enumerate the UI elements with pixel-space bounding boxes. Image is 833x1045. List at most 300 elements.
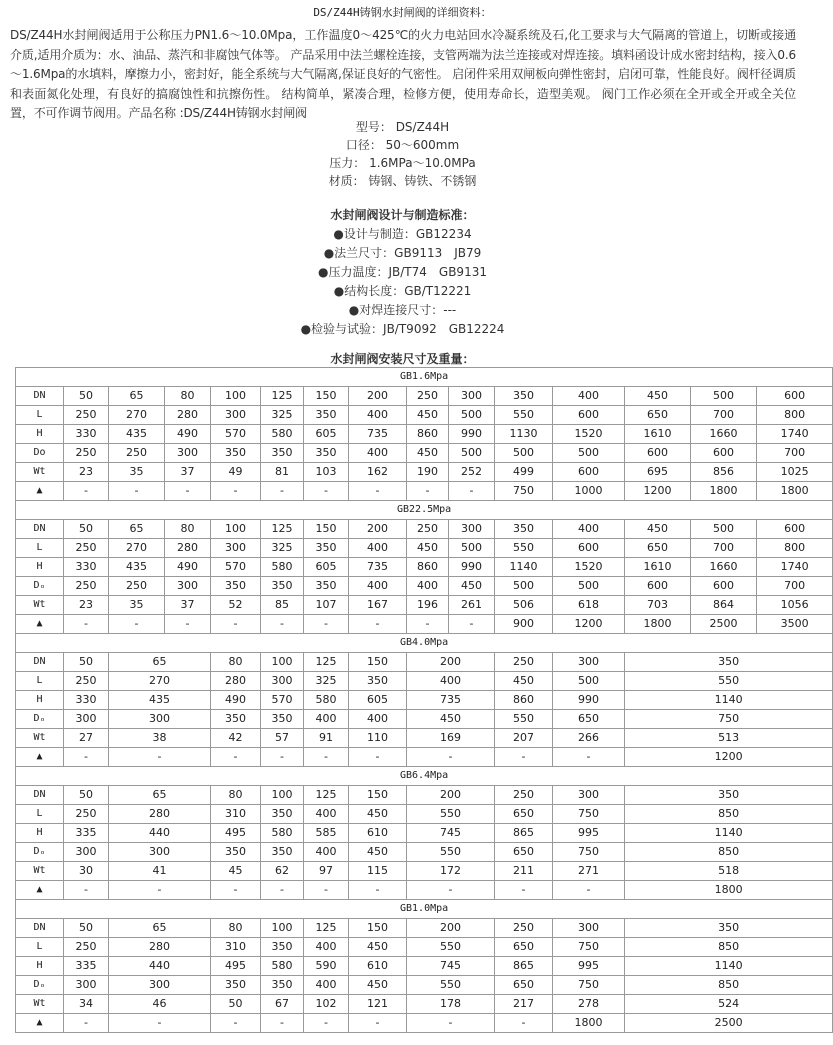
table-cell: 125 [304,653,349,672]
table-cell: 300 [553,919,625,938]
row-label: ▲ [16,615,64,634]
row-label: ▲ [16,748,64,767]
table-cell: 280 [211,672,261,691]
table-cell: 495 [211,957,261,976]
table-cell: 2500 [625,1014,833,1033]
table-cell: 513 [625,729,833,748]
table-group-header [16,900,833,919]
table-cell: 335 [64,957,109,976]
table-cell: 300 [64,976,109,995]
table-cell: 81 [261,463,304,482]
table-cell: - [349,881,407,900]
table-row [16,1014,833,1033]
table-cell: 580 [261,558,304,577]
table-cell: - [165,615,211,634]
table-row [16,805,833,824]
table-cell: 350 [261,577,304,596]
table-cell: 650 [495,976,553,995]
table-cell: 335 [64,824,109,843]
table-cell: 550 [495,710,553,729]
table-cell: 995 [553,957,625,976]
table-cell: 100 [261,653,304,672]
table-cell: 1660 [691,425,757,444]
table-cell: 125 [304,786,349,805]
table-cell: 745 [407,824,495,843]
table-row [16,824,833,843]
table-cell: 23 [64,596,109,615]
table-cell: 1200 [625,482,691,501]
table-cell: 50 [64,520,109,539]
table-row [16,482,833,501]
table-cell: 400 [349,577,407,596]
table-row [16,919,833,938]
table-cell: 65 [109,919,211,938]
table-cell: 325 [304,672,349,691]
table-cell: 85 [261,596,304,615]
table-cell: 550 [495,539,553,558]
table-cell: - [349,1014,407,1033]
table-cell: 250 [495,919,553,938]
table-cell: 65 [109,520,165,539]
table-cell: 1610 [625,558,691,577]
table-cell: 800 [757,539,833,558]
table-cell: - [261,1014,304,1033]
table-cell: 500 [449,444,495,463]
table-group-header [16,634,833,653]
table-cell: 261 [449,596,495,615]
table-cell: 350 [211,843,261,862]
table-cell: 650 [625,406,691,425]
table-cell: 800 [757,406,833,425]
table-cell: 300 [211,406,261,425]
table-cell: 550 [407,843,495,862]
table-cell: 580 [261,957,304,976]
table-cell: 250 [64,539,109,558]
table-cell: 52 [211,596,261,615]
table-cell: 80 [165,387,211,406]
table-row [16,577,833,596]
table-cell: 35 [109,463,165,482]
table-cell: 550 [407,805,495,824]
table-cell: 115 [349,862,407,881]
table-cell: 400 [407,577,449,596]
table-cell: 250 [109,444,165,463]
row-label: H [16,957,64,976]
table-cell: 750 [553,976,625,995]
table-cell: 650 [495,843,553,862]
table-row [16,843,833,862]
table-cell: 500 [449,406,495,425]
row-label: Dₒ [16,710,64,729]
row-label: Wt [16,995,64,1014]
row-label: Dₒ [16,976,64,995]
table-cell: - [304,1014,349,1033]
table-cell: 700 [691,539,757,558]
table-cell: 490 [211,691,261,710]
standard-pressure-temp: ●压力温度：JB/T74 GB9131 [318,265,487,279]
table-cell: 400 [407,672,495,691]
row-label: L [16,539,64,558]
table-cell: - [211,1014,261,1033]
table-cell: 50 [64,919,109,938]
table-cell: 400 [304,843,349,862]
table-cell: 1740 [757,425,833,444]
table-cell: 450 [349,843,407,862]
table-cell: 271 [553,862,625,881]
table-cell: 1800 [625,615,691,634]
table-cell: 650 [553,710,625,729]
standards-heading: 水封闸阀设计与制造标准： [330,208,475,222]
table-cell: 435 [109,425,165,444]
table-cell: 600 [757,387,833,406]
table-cell: 1056 [757,596,833,615]
table-cell: - [64,1014,109,1033]
table-cell: 1520 [553,558,625,577]
table-cell: 1800 [757,482,833,501]
table-cell: 125 [261,387,304,406]
table-cell: 350 [211,444,261,463]
table-cell: 1025 [757,463,833,482]
table-cell: 745 [407,957,495,976]
table-cell: 280 [109,805,211,824]
table-cell: 650 [495,805,553,824]
table-cell: 990 [449,558,495,577]
table-cell: 103 [304,463,349,482]
table-cell: 600 [757,520,833,539]
table-cell: 860 [407,425,449,444]
table-cell: 300 [553,786,625,805]
table-cell: - [553,748,625,767]
table-cell: 750 [553,843,625,862]
table-cell: - [349,615,407,634]
table-cell: 300 [449,520,495,539]
table-cell: 700 [691,406,757,425]
dimension-table [15,367,833,1033]
table-cell: 750 [625,710,833,729]
table-cell: 200 [349,520,407,539]
table-cell: 600 [553,539,625,558]
table-cell: 350 [261,805,304,824]
table-cell: 990 [553,691,625,710]
table-group-header [16,501,833,520]
table-cell: 600 [553,406,625,425]
table-cell: 80 [211,653,261,672]
table-cell: 46 [109,995,211,1014]
table-cell: 400 [349,710,407,729]
table-cell: 169 [407,729,495,748]
table-cell: 860 [495,691,553,710]
row-label: Wt [16,463,64,482]
table-cell: 750 [553,805,625,824]
table-cell: 618 [553,596,625,615]
table-cell: 80 [165,520,211,539]
row-label: H [16,425,64,444]
table-cell: 107 [304,596,349,615]
table-cell: 200 [407,653,495,672]
table-cell: 125 [261,520,304,539]
table-cell: 280 [165,406,211,425]
table-cell: 57 [261,729,304,748]
table-cell: 65 [109,786,211,805]
table-cell: 325 [261,539,304,558]
table-cell: 100 [261,786,304,805]
standard-design: ●设计与制造：GB12234 [333,227,472,241]
row-label: Wt [16,729,64,748]
table-cell: 570 [211,558,261,577]
table-cell: 850 [625,938,833,957]
table-row [16,881,833,900]
table-cell: 700 [757,444,833,463]
table-cell: 250 [495,653,553,672]
standard-flange: ●法兰尺寸：GB9113 JB79 [323,246,482,260]
table-cell: 350 [261,843,304,862]
table-cell: 865 [495,824,553,843]
table-cell: 270 [109,539,165,558]
table-cell: - [64,482,109,501]
table-row [16,444,833,463]
table-cell: 162 [349,463,407,482]
table-cell: 270 [109,406,165,425]
table-cell: 2500 [691,615,757,634]
table-cell: 995 [553,824,625,843]
table-cell: 252 [449,463,495,482]
table-row [16,748,833,767]
row-label: DN [16,520,64,539]
table-group-header [16,767,833,786]
table-cell: 266 [553,729,625,748]
table-cell: 400 [304,710,349,729]
group-name: GB1.0Mpa [16,900,833,919]
table-cell: 300 [109,976,211,995]
table-cell: 37 [165,463,211,482]
table-cell: 865 [495,957,553,976]
row-label: DN [16,919,64,938]
table-cell: 400 [349,444,407,463]
table-cell: 600 [625,444,691,463]
table-cell: - [261,615,304,634]
table-cell: 1520 [553,425,625,444]
table-cell: 190 [407,463,449,482]
table-cell: - [211,748,261,767]
table-cell: 703 [625,596,691,615]
row-label: ▲ [16,1014,64,1033]
table-cell: 50 [64,387,109,406]
table-cell: 610 [349,957,407,976]
row-label: L [16,672,64,691]
table-cell: 250 [109,577,165,596]
table-cell: 65 [109,387,165,406]
table-cell: 50 [64,786,109,805]
group-name: GB1.6Mpa [16,368,833,387]
table-row [16,786,833,805]
row-label: L [16,406,64,425]
row-label: L [16,805,64,824]
table-cell: 440 [109,824,211,843]
table-cell: 121 [349,995,407,1014]
table-cell: 350 [349,672,407,691]
table-heading: 水封闸阀安装尺寸及重量： [330,352,475,366]
table-cell: 110 [349,729,407,748]
table-row [16,729,833,748]
table-cell: - [109,1014,211,1033]
table-cell: 450 [449,577,495,596]
table-cell: 350 [211,976,261,995]
table-cell: - [109,748,211,767]
table-cell: 450 [349,976,407,995]
row-label: Dₒ [16,577,64,596]
table-cell: 350 [625,653,833,672]
table-cell: 350 [304,406,349,425]
table-cell: 250 [64,938,109,957]
table-cell: 65 [109,653,211,672]
table-cell: - [407,615,449,634]
table-cell: 350 [495,387,553,406]
table-cell: 860 [407,558,449,577]
table-cell: 150 [349,653,407,672]
table-cell: 400 [304,938,349,957]
table-cell: 350 [211,710,261,729]
table-row [16,425,833,444]
table-cell: 23 [64,463,109,482]
table-cell: - [211,881,261,900]
table-cell: 100 [211,520,261,539]
table-cell: 350 [625,919,833,938]
table-cell: 310 [211,938,261,957]
row-label: DN [16,653,64,672]
table-cell: 102 [304,995,349,1014]
table-cell: - [407,1014,495,1033]
table-cell: 350 [304,444,349,463]
table-cell: 300 [109,843,211,862]
table-cell: 490 [165,558,211,577]
table-cell: - [165,482,211,501]
intro-paragraph: DS/Z44H水封闸阀适用于公称压力PN1.6～10.0Mpa，工作温度0～425℃的火力电站回水冷凝系统及石,化工要求与大气隔离的管道上，切断或接通介质,适用介质为：水、油品、蒸汽和非腐蚀气体等。 产品采用中法兰螺栓连接，支管两端为法兰连接或对焊连接。填料函设计成水密封结构，接入0.6～1.6Mpa的水填料，摩擦力小，密封好，能全系统与大气隔离,保证良好的气密性。 启闭件采用双闸板向弹性密封，启闭可靠，性能良好。阀杆径调质和表面氮化处理，有良好的搞腐蚀性和抗擦伤性。 结构简单，紧凑合理，检修方便，使用寿命长，造型美观。 阀门工作必须在全开或全开或全关位置，不可作调节阀用。产品名称 :DS/Z44H铸钢水封闸阀 [10,28,796,120]
table-cell: 280 [109,938,211,957]
table-cell: 856 [691,463,757,482]
table-row [16,976,833,995]
table-cell: 300 [165,444,211,463]
table-cell: 250 [64,805,109,824]
table-cell: - [449,615,495,634]
table-cell: 550 [407,976,495,995]
table-cell: 217 [495,995,553,1014]
table-cell: 330 [64,558,109,577]
page-title: DS/Z44H铸钢水封闸阀的详细资料： [313,6,492,19]
table-cell: 27 [64,729,109,748]
table-cell: - [407,748,495,767]
table-row [16,463,833,482]
table-cell: 50 [64,653,109,672]
table-cell: 605 [304,425,349,444]
table-cell: 1130 [495,425,553,444]
table-cell: 200 [349,387,407,406]
table-row [16,957,833,976]
table-cell: 278 [553,995,625,1014]
group-name: GB4.0Mpa [16,634,833,653]
row-label: H [16,691,64,710]
table-cell: 850 [625,976,833,995]
table-row [16,938,833,957]
table-cell: - [553,881,625,900]
row-label: ▲ [16,482,64,501]
table-cell: 450 [407,444,449,463]
table-cell: 735 [407,691,495,710]
table-row [16,406,833,425]
table-cell: - [211,482,261,501]
table-cell: 499 [495,463,553,482]
table-cell: 900 [495,615,553,634]
table-cell: 550 [407,938,495,957]
table-cell: 350 [304,577,349,596]
table-cell: 150 [304,387,349,406]
table-cell: 41 [109,862,211,881]
table-cell: 350 [625,786,833,805]
table-cell: 350 [261,938,304,957]
table-cell: 400 [553,520,625,539]
table-cell: 300 [553,653,625,672]
table-cell: 91 [304,729,349,748]
table-cell: 150 [349,919,407,938]
table-row [16,653,833,672]
table-cell: 178 [407,995,495,1014]
table-cell: 570 [211,425,261,444]
table-cell: 150 [304,520,349,539]
table-cell: 1740 [757,558,833,577]
table-cell: - [109,881,211,900]
table-cell: 400 [304,805,349,824]
table-cell: 35 [109,596,165,615]
table-cell: 1140 [625,691,833,710]
table-cell: 1000 [553,482,625,501]
table-cell: 750 [553,938,625,957]
table-cell: 850 [625,805,833,824]
table-cell: 350 [261,976,304,995]
table-cell: 280 [165,539,211,558]
table-row [16,387,833,406]
table-row [16,539,833,558]
table-cell: 550 [625,672,833,691]
table-cell: - [495,881,553,900]
table-cell: 1140 [625,957,833,976]
table-cell: 590 [304,957,349,976]
table-cell: 1140 [625,824,833,843]
table-cell: - [495,1014,553,1033]
table-cell: 38 [109,729,211,748]
table-cell: 67 [261,995,304,1014]
table-cell: 50 [211,995,261,1014]
table-cell: 400 [349,539,407,558]
table-cell: 325 [261,406,304,425]
table-cell: - [64,881,109,900]
table-cell: 500 [691,387,757,406]
spec-list [0,118,805,190]
row-label: L [16,938,64,957]
table-cell: 300 [165,577,211,596]
table-cell: 200 [407,786,495,805]
table-cell: - [211,615,261,634]
table-cell: 34 [64,995,109,1014]
table-cell: 167 [349,596,407,615]
table-cell: 864 [691,596,757,615]
table-cell: 400 [304,976,349,995]
spec-pressure: 压力： 1.6MPa～10.0MPa [329,156,476,170]
table-row [16,710,833,729]
table-row [16,558,833,577]
table-cell: 250 [495,786,553,805]
table-cell: 500 [553,577,625,596]
table-cell: 550 [495,406,553,425]
table-cell: 518 [625,862,833,881]
